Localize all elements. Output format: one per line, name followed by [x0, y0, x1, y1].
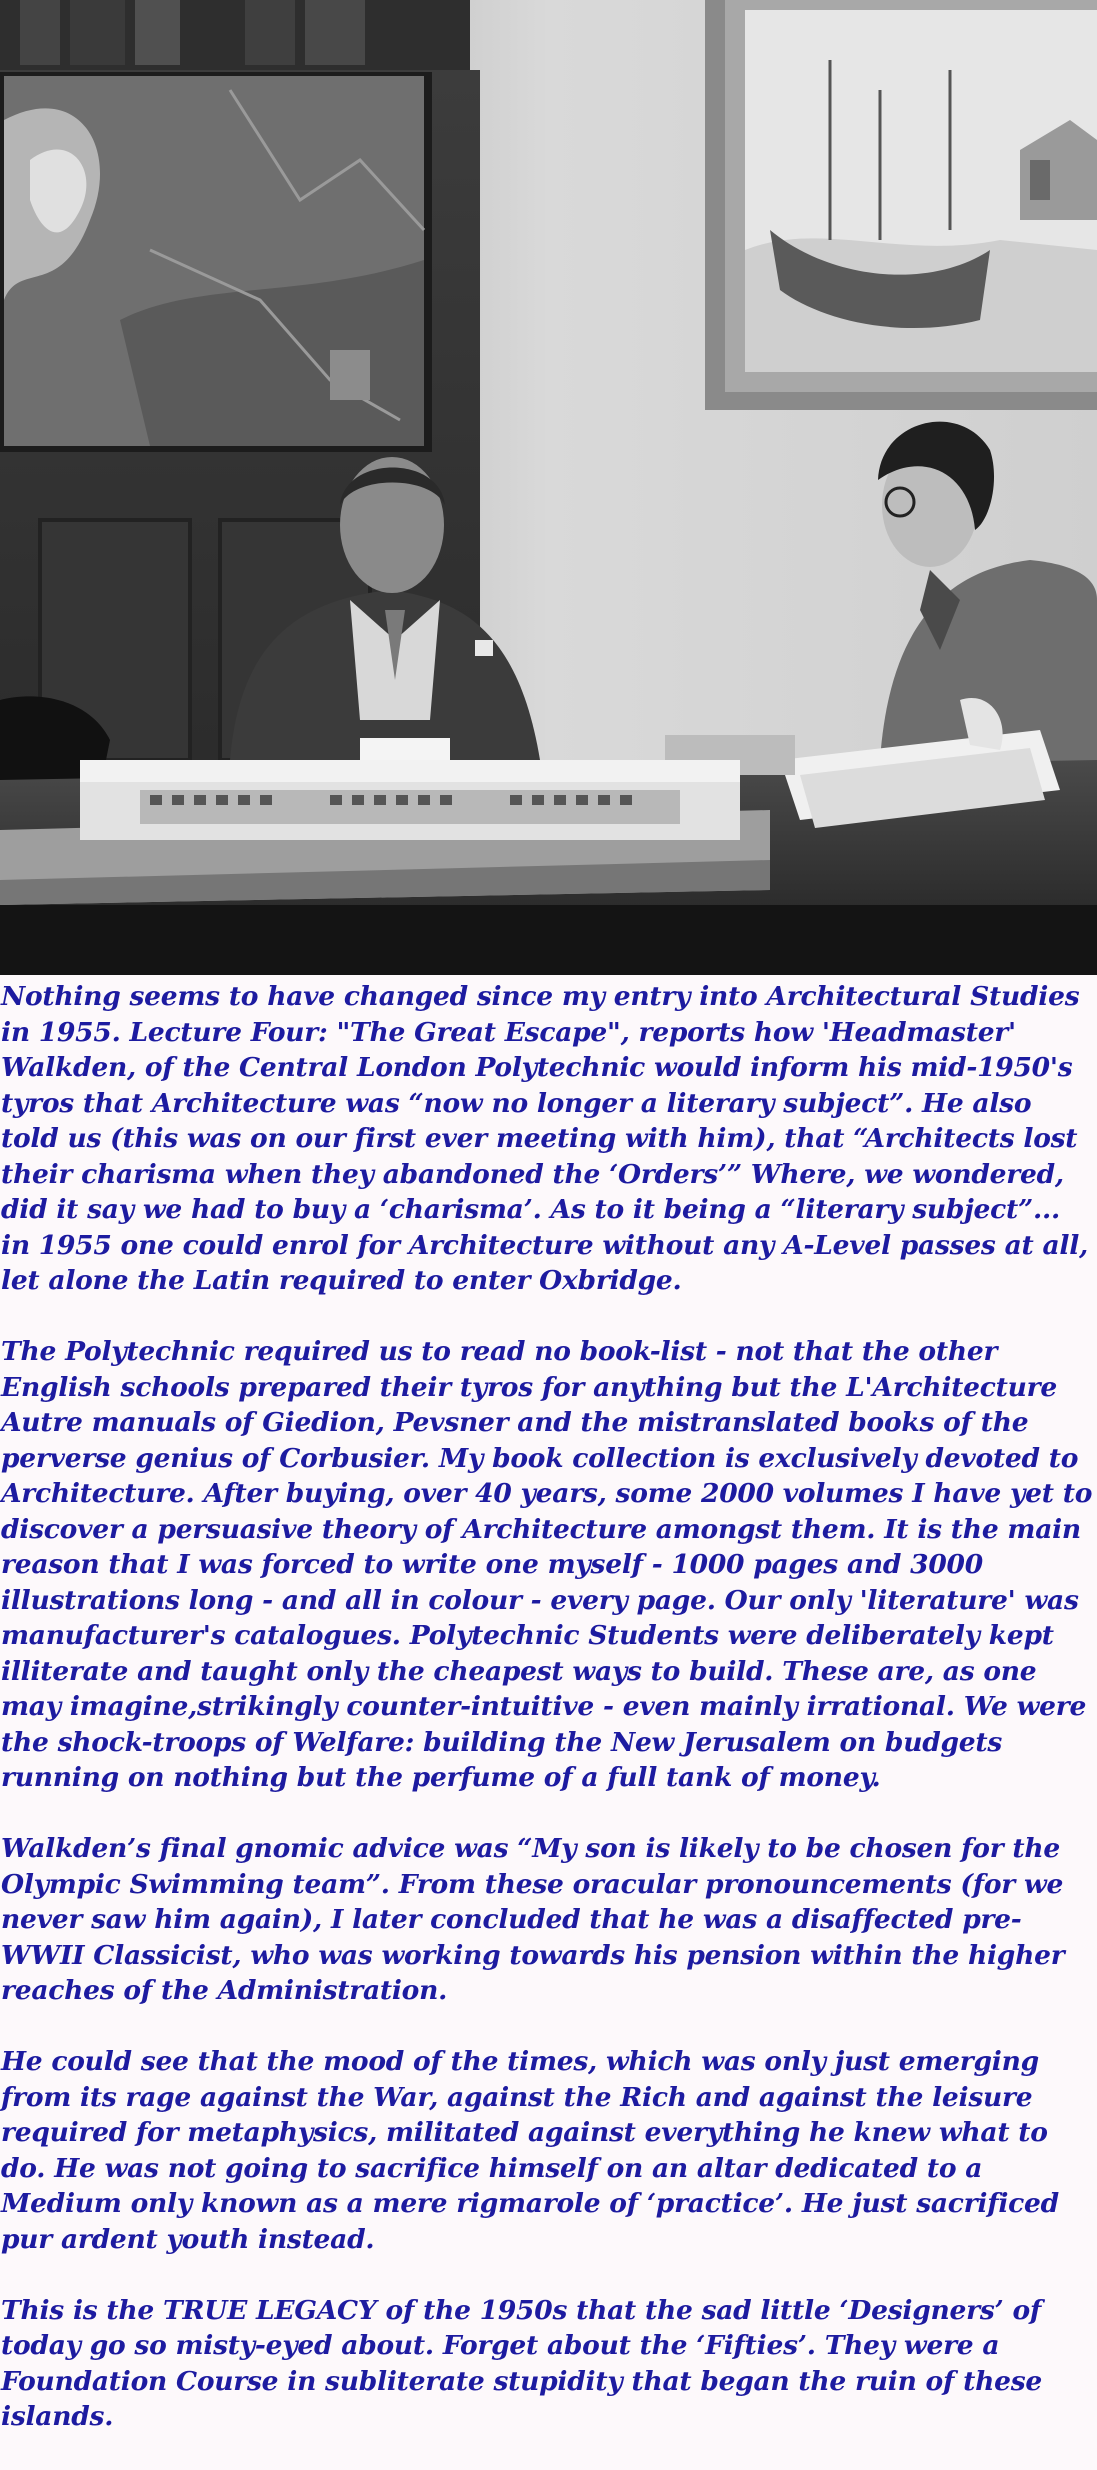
photo-illustration [0, 0, 1097, 975]
article-body [0, 975, 1097, 2470]
article-paragraph-1: Nothing seems to have changed since my entry into Architectural Studies in 1955. Lecture Four: "The Great Escape", reports how 'Headmaster' Walkden, of the Central London Polytechnic would inform his mid-1950's tyros that Architecture was “now no longer a literary subject”. He also told us (this was on our first ever meeting with him), that “Architects lost their charisma when they abandoned the ‘Orders’” Where, we wondered, did it say we had to buy a ‘charisma’. As to it being a “literary subject”... in 1955 one could enrol for Architecture without any A-Level passes at all, let alone the Latin required to enter Oxbridge. [1, 981, 1088, 1296]
article-paragraph-4: He could see that the mood of the times, which was only just emerging from its rage against the War, against the Rich and against the leisure required for metaphysics, militated against everything he knew what to do. He was not going to sacrifice himself on an altar dedicated to a Medium only known as a mere rigmarole of ‘practice’. He just sacrificed pur ardent youth instead. [1, 2046, 1059, 2255]
article-paragraph-3: Walkden’s final gnomic advice was “My son is likely to be chosen for the Olympic Swimming team”. From these oracular pronouncements (for we never saw him again), I later concluded that he was a disaffected pre-WWII Classicist, who was working towards his pension within the higher reaches of the Administration. [1, 1833, 1065, 2006]
archival-photo [0, 0, 1097, 975]
article-paragraph-2: The Polytechnic required us to read no book-list - not that the other English schools prepared their tyros for anything but the L'Architecture Autre manuals of Giedion, Pevsner and the mistranslated books of the perverse genius of Corbusier. My book collection is exclusively devoted to Architecture. After buying, over 40 years, some 2000 volumes I have yet to discover a persuasive theory of Architecture amongst them. It is the main reason that I was forced to write one myself - 1000 pages and 3000 illustrations long - and all in colour - every page. Our only 'literature' was manufacturer's catalogues. Polytechnic Students were deliberately kept illiterate and taught only the cheapest ways to build. These are, as one may imagine,strikingly counter-intuitive - even mainly irrational. We were the shock-troops of Welfare: building the New Jerusalem on budgets running on nothing but the perfume of a full tank of money. [1, 1336, 1093, 1793]
article-paragraph-5: This is the TRUE LEGACY of the 1950s that the sad little ‘Designers’ of today go so misty-eyed about. Forget about the ‘Fifties’. They were a Foundation Course in subliterate stupidity that began the ruin of these islands. [1, 2294, 1043, 2432]
